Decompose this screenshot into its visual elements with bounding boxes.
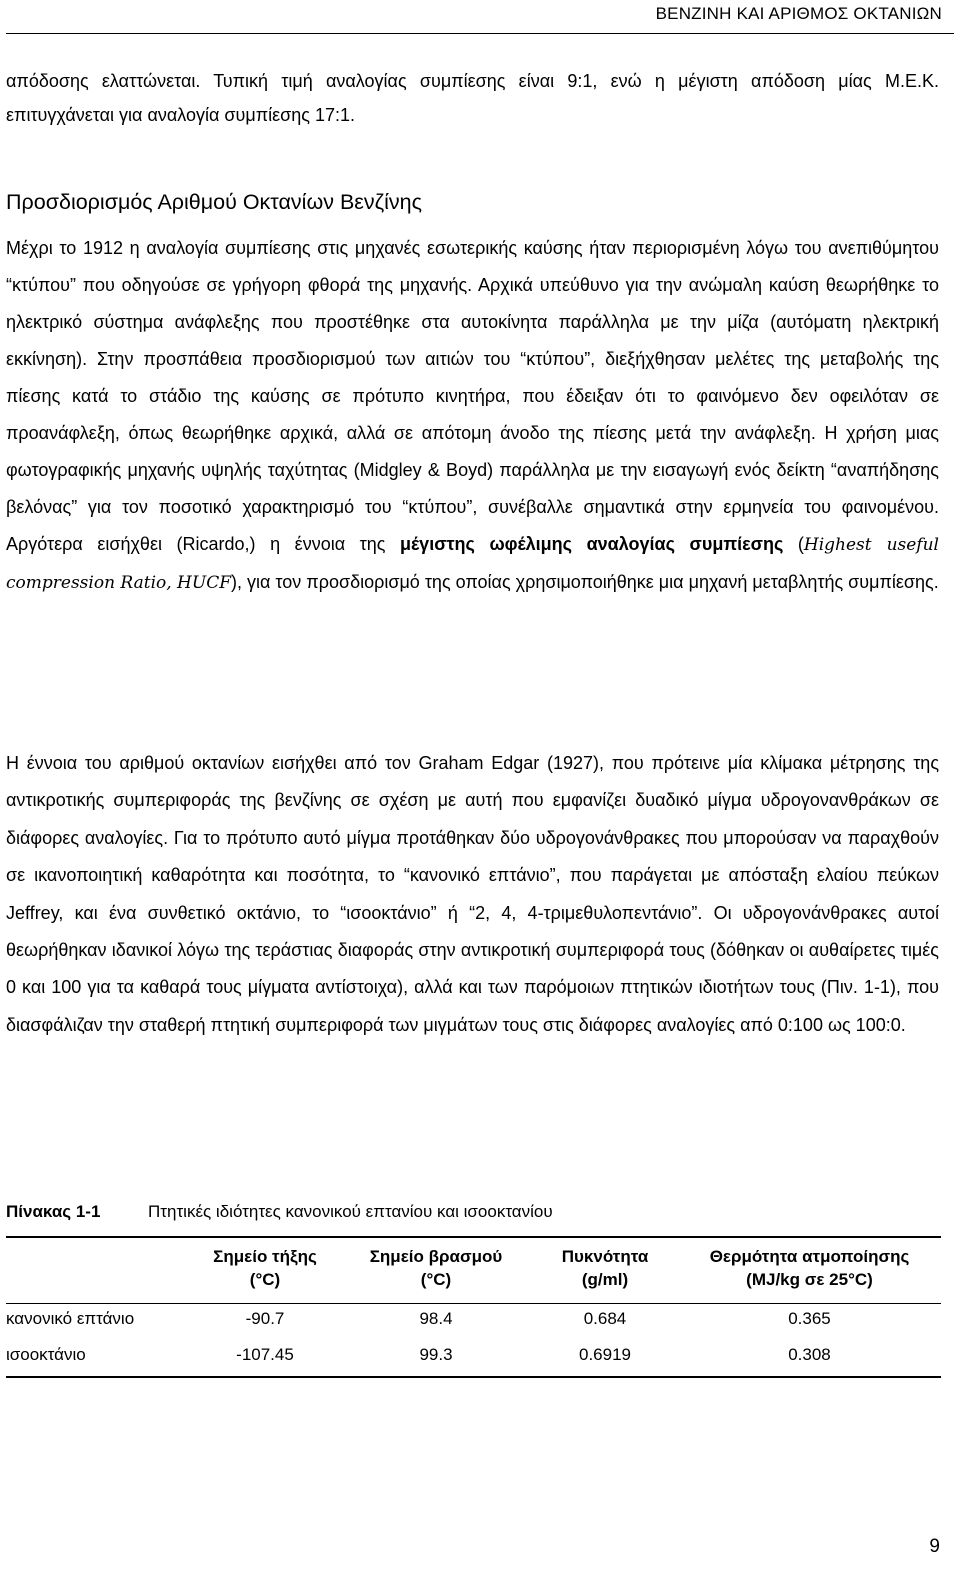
paragraph-octane: Η έννοια του αριθμού οκτανίων εισήχθει από τον Graham Edgar (1927), που πρότεινε μία κλίμακα μέτρησης της αντικροτικής συμπεριφοράς της βενζίνης σε σχέση με αυτή που εμφανίζει δυαδικό μίγμα υδρογονανθράκων σε διάφορες αναλογίες. Για το πρότυπο αυτό μίγμα προτάθηκαν δύο υδρογονάνθρακες που μπορούσαν να παραχθούν σε ικανοποιητική καθαρότητα και ποσότητα, το “κανονικό επτάνιο”, που παράγεται με απόσταξη ελαίου πεύκων Jeffrey, και ένα συνθετικό οκτάνιο, το “ισοοκτάνιο” ή “2, 4, 4-τριμεθυλοπεντάνιο”. Οι υδρογονάνθρακες αυτοί θεωρήθηκαν ιδανικοί λόγω της τεράστιας διαφοράς στην αντικροτική συμπεριφορά τους (δόθηκαν οι αυθαίρετες τιμές 0 και 100 για τα καθαρά τους μίγματα αντίστοιχα), αλλά και των παρόμοιων πτητικών ιδιοτήτων τους (Πιν. 1-1), που διασφάλιζαν την σταθερή πτητική συμπεριφορά των μιγμάτων τους στις διάφορες αναλογίες από 0:100 ως 100:0. <box>6 753 939 1035</box>
running-header: ΒΕΝΖΙΝΗ ΚΑΙ ΑΡΙΘΜΟΣ ΟΚΤΑΝΙΩΝ <box>655 4 942 23</box>
table-caption <box>6 1202 553 1222</box>
paragraph-knock-text-1: Μέχρι το 1912 η αναλογία συμπίεσης στις μηχανές εσωτερικής καύσης ήταν περιορισμένη λόγω του ανεπιθύμητου “κτύπου” που οδηγούσε σε γρήγορη φθορά της μηχανής. Αρχικά υπεύθυνο για την ανώμαλη καύση θεωρήθηκε το ηλεκτρικό σύστημα ανάφλεξης που προστέθηκε στα αυτοκίνητα παράλληλα με την μίζα (αυτόματη ηλεκτρική εκκίνηση). Στην προσπάθεια προσδιορισμού των αιτιών του “κτύπου”, διεξήχθησαν μελέτες της μεταβολής της πίεσης κατά το στάδιο της καύσης σε πρότυπο κινητήρα, που έδειξαν ότι το φαινόμενο δεν οφειλόταν σε προανάφλεξη, όπως θεωρήθηκε αρχικά, αλλά σε απότομη άνοδο της πίεσης μετά την ανάφλεξη. Η χρήση μιας φωτογραφικής μηχανής υψηλής ταχύτητας (Midgley & Boyd) παράλληλα με την εισαγωγή ενός δείκτη “αναπήδησης βελόνας” για τον ποσοτικό χαρακτηρισμό του “κτύπου”, συνέβαλλε σημαντικά στην ερμηνεία του φαινομένου. Αργότερα εισήχθει (Ricardo,) η έννοια της <box>6 238 939 554</box>
intro-paragraph: απόδοσης ελαττώνεται. Τυπική τιμή αναλογίας συμπίεσης είναι 9:1, ενώ η μέγιστη απόδοση μίας Μ.Ε.Κ. επιτυγχάνεται για αναλογία συμπίεσης 17:1. <box>6 71 939 125</box>
paragraph-knock-text-2: ( <box>783 534 804 554</box>
hucr-term: μέγιστης ωφέλιμης αναλογίας συμπίεσης <box>400 534 784 554</box>
cell-boiling-point: 98.4 <box>419 1309 453 1328</box>
paragraph-knock <box>6 230 939 602</box>
header-rule <box>6 33 954 34</box>
cell-density: 0.684 <box>583 1309 627 1328</box>
header-heat-of-vaporization: Θερμότητα ατμοποίησης (MJ/kg σε 25°C) <box>678 1237 941 1304</box>
volatility-table <box>6 1236 941 1378</box>
page-number: 9 <box>929 1536 940 1557</box>
table-row <box>6 1340 941 1377</box>
section-heading: Προσδιορισμός Αριθμού Οκτανίων Βενζίνης <box>6 190 422 214</box>
table-header-row <box>6 1237 941 1304</box>
header-boiling-point: Σημείο βρασμού (°C) <box>340 1237 532 1304</box>
cell-heat-of-vaporization: 0.308 <box>678 1340 941 1377</box>
header-compound <box>6 1237 190 1304</box>
header-melting-point: Σημείο τήξης (°C) <box>190 1237 340 1304</box>
hucr-english-term: Highest useful compression Ratio, HUCF <box>6 535 939 593</box>
table-row <box>6 1304 941 1341</box>
cell-melting-point: -107.45 <box>190 1340 340 1377</box>
table-label: Πίνακας 1-1 <box>6 1202 101 1221</box>
row-compound-name: ισοοκτάνιο <box>6 1340 190 1377</box>
cell-heat-of-vaporization: 0.365 <box>788 1309 831 1328</box>
paragraph-knock-text-3: ), για τον προσδιορισμό της οποίας χρησιμοποιήθηκε μια μηχανή μεταβλητής συμπίεσης. <box>231 572 939 592</box>
table-caption-text: Πτητικές ιδιότητες κανονικού επτανίου και ισοοκτανίου <box>148 1202 553 1221</box>
row-compound-name: κανονικό επτάνιο <box>6 1309 135 1328</box>
cell-density: 0.6919 <box>532 1340 678 1377</box>
header-density: Πυκνότητα (g/ml) <box>532 1237 678 1304</box>
cell-melting-point: -90.7 <box>245 1309 285 1328</box>
cell-boiling-point: 99.3 <box>340 1340 532 1377</box>
